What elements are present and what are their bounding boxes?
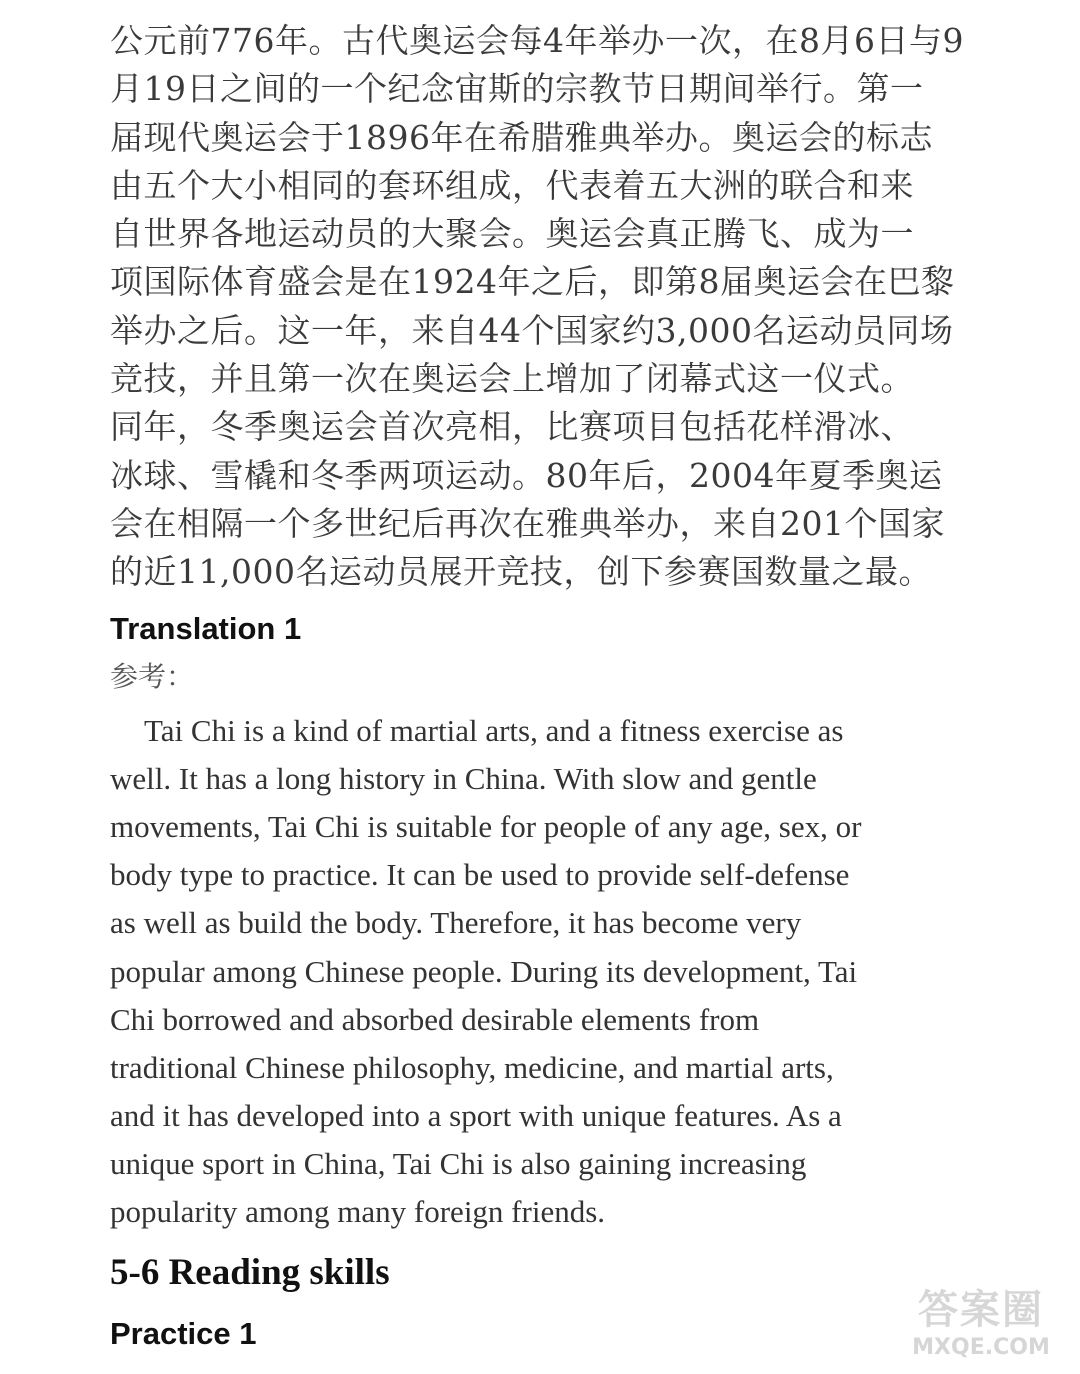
section-heading: 5-6 Reading skills (110, 1251, 390, 1293)
chinese-line: 公元前776年。古代奥运会每4年举办一次，在8月6日与9 (110, 21, 964, 60)
chinese-paragraph (110, 0, 990, 597)
chinese-line: 举办之后。这一年，来自44个国家约3,000名运动员同场 (110, 310, 954, 350)
english-paragraph (110, 707, 990, 1237)
chinese-line: 月19日之间的一个纪念宙斯的宗教节日期间举行。第一 (110, 69, 924, 109)
watermark-text-cn: 答案圈 (918, 1287, 1044, 1333)
watermark-logo (896, 1278, 1066, 1360)
chinese-line: 冰球、雪橇和冬季两项运动。80年后，2004年夏季奥运 (110, 455, 943, 495)
english-line: unique sport in China, Tai Chi is also gaining increasing (110, 1146, 807, 1182)
english-line: traditional Chinese philosophy, medicine, and martial arts, (110, 1049, 834, 1085)
translation-heading: Translation 1 (110, 610, 302, 646)
reference-label: 参考： (110, 659, 195, 693)
english-line: well. It has a long history in China. With slow and gentle (110, 760, 817, 796)
english-line: Tai Chi is a kind of martial arts, and a fitness exercise as (144, 712, 844, 748)
english-line: movements, Tai Chi is suitable for people of any age, sex, or (110, 808, 862, 844)
english-line: and it has developed into a sport with unique features. As a (110, 1098, 842, 1134)
chinese-line: 的近11,000名运动员展开竞技，创下参赛国数量之最。 (110, 552, 932, 592)
practice-heading: Practice 1 (110, 1315, 257, 1351)
english-line: popularity among many foreign friends. (110, 1194, 606, 1230)
chinese-line: 同年，冬季奥运会首次亮相，比赛项目包括花样滑冰、 (110, 407, 914, 447)
document-page (110, 0, 990, 1352)
english-line: as well as build the body. Therefore, it has become very (110, 905, 802, 941)
english-line: Chi borrowed and absorbed desirable elements from (110, 1001, 760, 1037)
watermark-text-en: MXQE.COM (912, 1335, 1050, 1360)
english-line: popular among Chinese people. During its development, Tai (110, 953, 858, 989)
chinese-line: 项国际体育盛会是在1924年之后，即第8届奥运会在巴黎 (110, 262, 955, 302)
chinese-line: 届现代奥运会于1896年在希腊雅典举办。奥运会的标志 (110, 117, 933, 157)
chinese-line: 竞技，并且第一次在奥运会上增加了闭幕式这一仪式。 (110, 359, 914, 399)
chinese-line: 会在相隔一个多世纪后再次在雅典举办，来自201个国家 (110, 503, 945, 543)
chinese-line: 自世界各地运动员的大聚会。奥运会真正腾飞、成为一 (110, 214, 914, 254)
chinese-line: 由五个大小相同的套环组成，代表着五大洲的联合和来 (110, 165, 914, 205)
english-line: body type to practice. It can be used to provide self-defense (110, 857, 850, 893)
